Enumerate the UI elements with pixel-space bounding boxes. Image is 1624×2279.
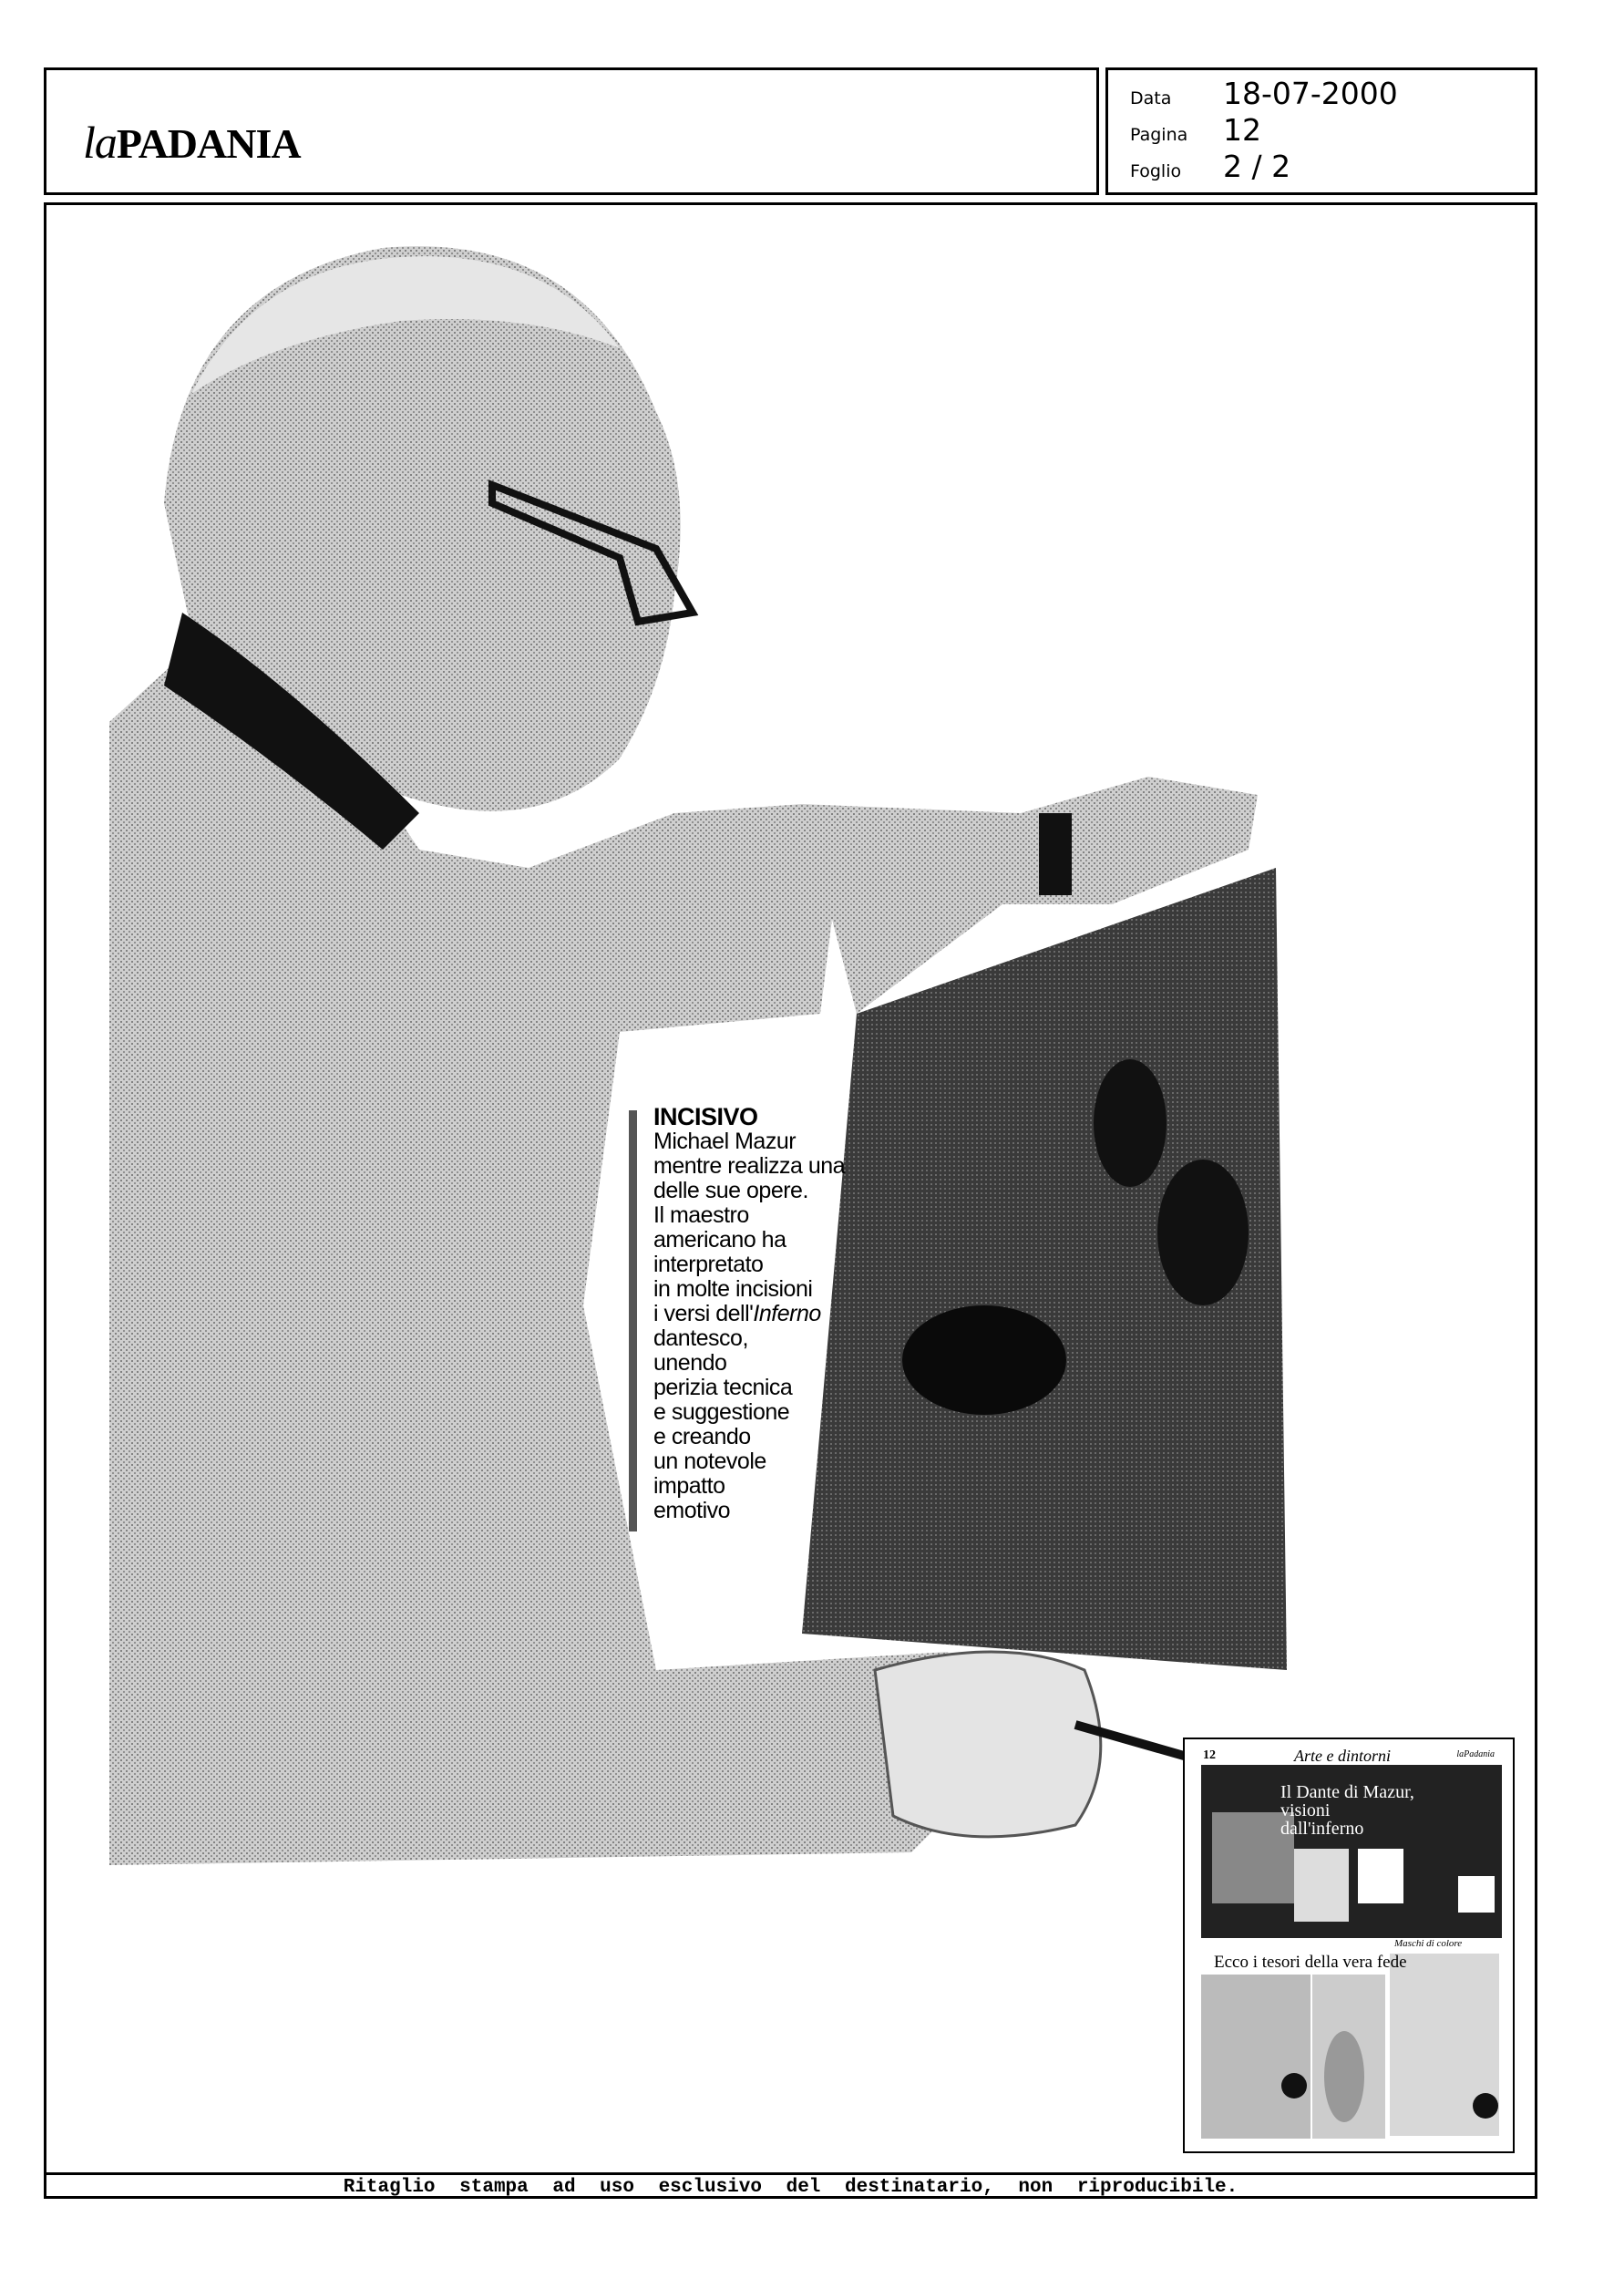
caption-italic-word: Inferno — [753, 1301, 821, 1326]
date-label: Data — [1130, 88, 1172, 108]
page-label: Pagina — [1130, 125, 1188, 145]
date-value: 18-07-2000 — [1223, 76, 1398, 111]
caption-line: dantesco, — [653, 1325, 748, 1351]
caption-line: e creando — [653, 1424, 751, 1449]
page-row — [1130, 112, 1261, 148]
caption-line: Il maestro — [653, 1202, 749, 1228]
newspaper-logo — [83, 116, 301, 169]
caption-line: e suggestione — [653, 1399, 790, 1425]
gloved-hand — [875, 1652, 1101, 1837]
caption-heading: INCISIVO — [653, 1103, 758, 1130]
caption-line: in molte incisioni — [653, 1276, 813, 1302]
masthead-box — [44, 67, 1099, 195]
caption-line: delle sue opere. — [653, 1178, 808, 1203]
thumbnail-side-title: Maschi di colore — [1394, 1938, 1463, 1949]
caption-line: americano ha — [653, 1227, 786, 1253]
artist-photo — [109, 211, 1287, 1865]
page-thumbnail — [1183, 1738, 1515, 2153]
caption-bar — [629, 1110, 637, 1531]
caption-line: impatto — [653, 1473, 725, 1499]
caption-pre-italic: i versi dell' — [653, 1301, 754, 1326]
caption-line: perizia tecnica — [653, 1375, 793, 1400]
sheet-value: 2 / 2 — [1223, 149, 1291, 184]
page-value: 12 — [1223, 112, 1261, 148]
thumbnail-page-number: 12 — [1203, 1748, 1216, 1762]
thumbnail-headline-bottom: Ecco i tesori della vera fede — [1214, 1953, 1407, 1972]
caption-line: un notevole — [653, 1449, 766, 1474]
footer-notice: Ritaglio stampa ad uso esclusivo del destinatario, non riproducibile. — [343, 2177, 1239, 2198]
caption-line: Michael Mazur — [653, 1129, 797, 1154]
caption-line: unendo — [653, 1350, 727, 1376]
thumbnail-section: Arte e dintorni — [1294, 1747, 1391, 1765]
caption-line: interpretato — [653, 1252, 764, 1277]
footer-divider — [44, 2172, 1537, 2175]
metadata-box — [1105, 67, 1537, 195]
logo-name: PADANIA — [116, 120, 301, 167]
photo-caption — [653, 1105, 890, 1523]
thumbnail-brand: laPadania — [1456, 1749, 1495, 1759]
thumbnail-headline-top: Il Dante di Mazur, visioni dall'inferno — [1280, 1782, 1414, 1839]
caption-line: emotivo — [653, 1498, 731, 1523]
caption-line-italic — [653, 1302, 890, 1326]
sheet-label: Foglio — [1130, 161, 1182, 181]
caption-line: mentre realizza una — [653, 1153, 846, 1179]
sheet-row — [1130, 149, 1290, 184]
date-row — [1130, 76, 1398, 111]
logo-prefix: la — [83, 117, 117, 168]
